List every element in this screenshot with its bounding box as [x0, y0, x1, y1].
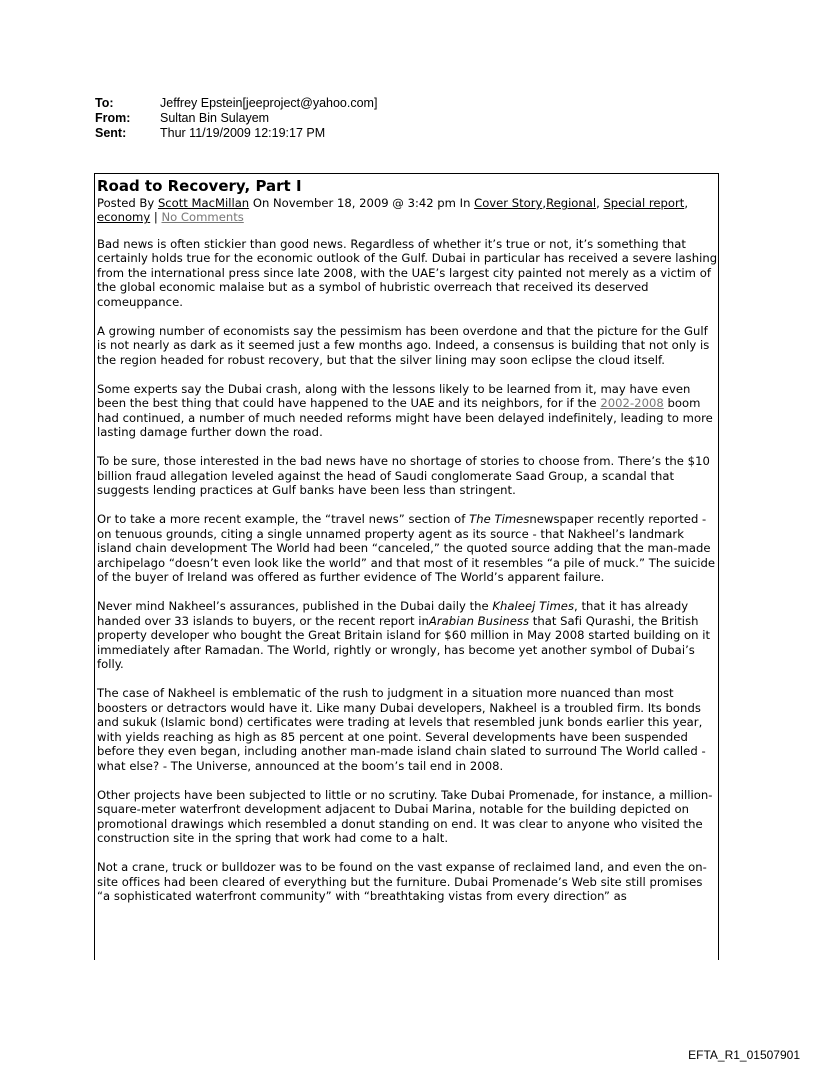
document-id: EFTA_R1_01507901	[688, 1048, 800, 1062]
paragraph-1: Bad news is often stickier than good news. Regardless of whether it’s true or not, it’s something that certainly holds true for the economic outlook of the Gulf. Dubai in particular has received a severe lashing from the international press since late 2008, with the UAE’s largest city painted not merely as a victim of the global economic malaise but as a symbol of hubristic overreach that received its deserved comeuppance.	[97, 236, 718, 309]
paragraph-5-text-after: newspaper recently reported - on tenuous grounds, citing a single unnamed property agent as its source - that Nakheel’s landmark island chain development The World had been “canceled,” the quoted source adding that the man-made archipelago “doesn’t even look like the world” and that most of it resembles “a pile of muck.” The suicide of the buyer of Ireland was offered as further evidence of The World’s apparent failure.	[97, 512, 716, 585]
author-link[interactable]: Scott MacMillan	[157, 196, 250, 210]
paragraph-5-text-before: Or to take a more recent example, the “travel news” section of	[97, 512, 470, 527]
comments-link[interactable]: No Comments	[161, 210, 244, 225]
paragraph-3-text-before: Some experts say the Dubai crash, along with the lessons likely to be learned from it, may have even been the best thing that could have happened to the UAE and its neighbors, for if the	[97, 381, 691, 411]
byline-prefix: Posted By	[97, 196, 158, 210]
sent-row	[95, 126, 377, 141]
article-frame	[94, 173, 719, 960]
publication-name: Khaleej Times	[492, 599, 575, 614]
to-value: Jeffrey Epstein[jeeproject@yahoo.com]	[160, 96, 378, 110]
sent-value: Thur 11/19/2009 12:19:17 PM	[160, 126, 326, 140]
paragraph-6-text-before: Never mind Nakheel’s assurances, published in the Dubai daily the	[97, 599, 493, 614]
paragraph-6-text-middle: , that it has already handed over 33 islands to buyers, or the recent report in	[97, 599, 689, 628]
article-title: Road to Recovery, Part I	[97, 177, 302, 195]
category-link-economy[interactable]: economy	[97, 210, 151, 225]
category-link-cover-story[interactable]: Cover Story	[474, 196, 543, 210]
from-label: From:	[95, 111, 131, 125]
paragraph-6-text-after: that Safi Qurashi, the British property developer who bought the Great Britain island for $60 million in May 2008 started building on it immediately after Ramadan. The World, rightly or wrongly, has become yet another symbol of Dubai’s folly.	[97, 613, 711, 672]
to-row	[95, 96, 377, 111]
paragraph-8: Other projects have been subjected to little or no scrutiny. Take Dubai Promenade, for instance, a million-square-meter waterfront development adjacent to Dubai Marina, notable for the building depicted on promotional drawings which resembled a donut standing on end. It was clear to anyone who visited the construction site in the spring that work had come to a halt.	[97, 787, 713, 846]
email-header-table	[95, 96, 377, 141]
category-link-regional[interactable]: Regional	[546, 196, 597, 210]
link-2002-2008[interactable]: 2002-2008	[600, 396, 664, 411]
publication-name: Arabian Business	[428, 613, 530, 628]
category-link-special-report[interactable]: Special report	[603, 196, 685, 210]
byline-date: On November 18, 2009 @ 3:42 pm In	[249, 196, 475, 210]
paragraph-6	[97, 599, 718, 672]
sent-label: Sent:	[95, 126, 127, 140]
paragraph-5	[97, 512, 718, 585]
paragraph-7: The case of Nakheel is emblematic of the rush to judgment in a situation more nuanced than most boosters or detractors would have it. Like many Dubai developers, Nakheel is a troubled firm. Its bonds and sukuk (Islamic bond) certificates were trading at levels that resembled junk bonds earlier this year, with yields reaching as high as 85 percent at one point. Several developments have been suspended before they even began, including another man-made island chain slated to surround The World called - what else? - The Universe, announced at the boom’s tail end in 2008.	[97, 686, 706, 773]
byline-separator: |	[150, 210, 162, 225]
paragraph-3	[97, 382, 718, 440]
from-value: Sultan Bin Sulayem	[160, 111, 270, 125]
paragraph-9: Not a crane, truck or bulldozer was to be found on the vast expanse of reclaimed land, and even the on-site offices had been cleared of everything but the furniture. Dubai Promenade’s Web site still promises “a sophisticated waterfront community” with “breathtaking vistas from every direction” as	[97, 860, 707, 904]
paragraph-3-text-after: boom had continued, a number of much needed reforms might have been delayed indefinitely, leading to more lasting damage further down the road.	[97, 396, 713, 440]
publication-name: The Times	[469, 512, 530, 527]
paragraph-4: To be sure, those interested in the bad news have no shortage of stories to choose from. There’s the $10 billion fraud allegation leveled against the head of Saudi conglomerate Saad Group, a scandal that suggests lending practices at Gulf banks have been less than stringent.	[97, 454, 710, 498]
email-header	[95, 96, 377, 141]
article-body	[97, 237, 718, 904]
from-row	[95, 111, 377, 126]
paragraph-2: A growing number of economists say the pessimism has been overdone and that the picture for the Gulf is not nearly as dark as it seemed just a few months ago. Indeed, a consensus is building that not only is the region headed for robust recovery, but that the silver lining may soon eclipse the cloud itself.	[97, 323, 710, 367]
to-label: To:	[95, 96, 114, 110]
article-byline: Posted By Scott MacMillan On November 18, 2009 @ 3:42 pm In Cover Story,Regional, Special report, economy | No Comments	[97, 196, 689, 225]
